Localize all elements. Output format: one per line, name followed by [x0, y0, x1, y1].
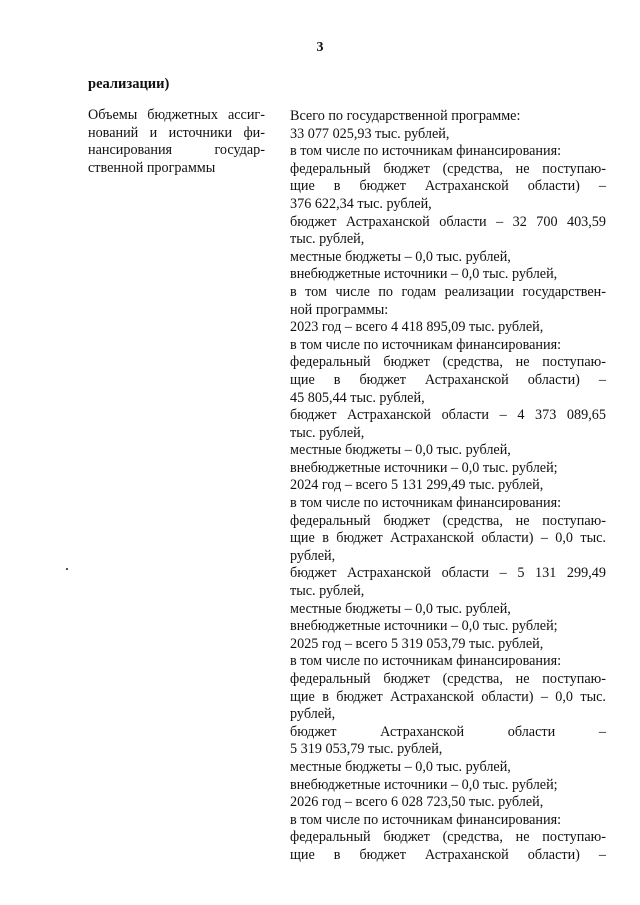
funding-word: в: [333, 846, 341, 863]
label-word: фи-: [243, 124, 265, 141]
funding-line: [290, 829, 606, 847]
continuation-text: реализации): [88, 76, 170, 92]
funding-word: щие: [290, 530, 315, 547]
funding-word: бюджет: [383, 829, 430, 846]
funding-word: федеральный: [290, 829, 371, 846]
funding-word: не: [515, 160, 530, 177]
funding-line: местные бюджеты – 0,0 тыс. рублей,: [290, 442, 511, 459]
funding-word: области): [481, 688, 534, 705]
funding-line: в том числе по источникам финансирования:: [290, 653, 562, 670]
funding-word: (средства,: [442, 354, 503, 371]
funding-line: [290, 671, 606, 689]
funding-word: Астраханской: [345, 213, 430, 230]
funding-word: Астраханской: [424, 846, 509, 863]
funding-line: [290, 565, 606, 583]
funding-word: –: [496, 213, 504, 230]
table-cell-funding-details: [290, 108, 606, 865]
funding-line: [290, 284, 606, 302]
funding-word: 0,0: [555, 530, 574, 547]
funding-word: бюджет: [383, 160, 430, 177]
funding-word: в: [322, 530, 329, 547]
funding-word: щие: [290, 178, 315, 195]
funding-word: поступаю-: [542, 829, 606, 846]
funding-word: бюджет: [383, 512, 430, 529]
funding-word: 0,0: [555, 688, 574, 705]
funding-word: поступаю-: [542, 354, 606, 371]
funding-word: поступаю-: [542, 512, 606, 529]
funding-line: 2026 год – всего 6 028 723,50 тыс. рублей,: [290, 794, 544, 811]
funding-word: –: [540, 530, 548, 547]
funding-line: ной программы:: [290, 301, 389, 318]
funding-word: –: [499, 407, 507, 424]
funding-word: Астраханской: [347, 565, 431, 582]
funding-line: в том числе по источникам финансирования:: [290, 495, 562, 512]
funding-word: бюджет: [336, 530, 383, 547]
funding-line: [290, 178, 606, 196]
label-line: [88, 125, 265, 143]
funding-line: 33 077 025,93 тыс. рублей,: [290, 125, 450, 142]
funding-word: области): [527, 371, 580, 388]
label-line: [88, 107, 265, 125]
funding-word: тыс.: [580, 530, 606, 547]
funding-word: Астраханской: [390, 530, 474, 547]
funding-word: щие: [290, 371, 315, 388]
funding-word: 700: [536, 213, 558, 230]
funding-word: реализации: [444, 283, 514, 300]
funding-word: тыс.: [580, 688, 606, 705]
funding-word: в: [290, 283, 297, 300]
funding-line: 376 622,34 тыс. рублей,: [290, 195, 432, 212]
funding-word: –: [598, 371, 606, 388]
funding-word: –: [598, 723, 606, 740]
funding-word: не: [515, 671, 530, 687]
funding-word: федеральный: [290, 354, 371, 371]
funding-word: не: [515, 512, 530, 529]
funding-line: в том числе по источникам финансирования:: [290, 336, 562, 353]
funding-word: (средства,: [442, 512, 503, 529]
funding-word: не: [515, 829, 530, 846]
funding-line: [290, 847, 606, 865]
funding-word: федеральный: [290, 671, 371, 687]
funding-line: [290, 354, 606, 372]
funding-word: щие: [290, 688, 315, 705]
funding-word: –: [499, 565, 507, 582]
funding-word: Астраханской: [347, 407, 431, 424]
funding-line: местные бюджеты – 0,0 тыс. рублей,: [290, 248, 511, 265]
funding-word: поступаю-: [542, 671, 606, 687]
funding-line: 2023 год – всего 4 418 895,09 тыс. рублей,: [290, 319, 544, 336]
funding-line: тыс. рублей,: [290, 424, 365, 441]
funding-word: не: [515, 354, 530, 371]
funding-word: –: [598, 178, 606, 195]
funding-word: бюджет: [383, 354, 430, 371]
funding-line: внебюджетные источники – 0,0 тыс. рублей;: [290, 618, 558, 635]
funding-word: 5: [517, 565, 525, 582]
label-line: [88, 160, 265, 178]
funding-word: –: [598, 846, 606, 863]
funding-line: [290, 372, 606, 390]
funding-line: [290, 689, 606, 707]
funding-word: бюджет: [290, 407, 337, 424]
funding-word: поступаю-: [542, 160, 606, 177]
funding-word: федеральный: [290, 512, 371, 529]
funding-line: местные бюджеты – 0,0 тыс. рублей,: [290, 600, 511, 617]
funding-word: том: [305, 283, 327, 300]
funding-word: области: [439, 213, 487, 230]
funding-word: бюджет: [290, 723, 337, 740]
funding-line: [290, 161, 606, 179]
funding-word: области: [507, 723, 556, 740]
funding-word: бюджет: [290, 213, 337, 230]
funding-word: бюджет: [336, 688, 383, 705]
funding-word: 4: [517, 407, 525, 424]
funding-line: [290, 530, 606, 548]
table-cell-label: [88, 107, 265, 177]
funding-word: бюджет: [359, 178, 406, 195]
funding-word: области: [441, 407, 489, 424]
funding-word: (средства,: [442, 671, 503, 687]
funding-word: области): [527, 846, 580, 863]
funding-line: внебюджетные источники – 0,0 тыс. рублей;: [290, 459, 558, 476]
funding-word: бюджет: [290, 565, 337, 582]
funding-line: внебюджетные источники – 0,0 тыс. рублей;: [290, 776, 558, 793]
funding-word: 131: [535, 565, 557, 582]
label-word: ассиг-: [227, 107, 265, 123]
funding-word: области): [481, 530, 534, 547]
label-word: Объемы: [88, 107, 138, 123]
funding-word: 373: [535, 407, 557, 424]
funding-line: 2024 год – всего 5 131 299,49 тыс. рублей,: [290, 477, 544, 494]
funding-line: рублей,: [290, 706, 336, 723]
funding-line: [290, 214, 606, 232]
funding-word: (средства,: [442, 160, 503, 177]
label-word: ственной программы: [88, 159, 216, 176]
funding-word: области: [441, 565, 489, 582]
funding-line: внебюджетные источники – 0,0 тыс. рублей,: [290, 266, 558, 283]
funding-line: [290, 407, 606, 425]
funding-word: (средства,: [442, 829, 503, 846]
funding-word: Астраханской: [424, 178, 509, 195]
funding-line: [290, 724, 606, 742]
funding-word: в: [333, 371, 341, 388]
funding-line: тыс. рублей,: [290, 583, 365, 600]
funding-word: 299,49: [566, 565, 606, 582]
funding-word: области): [527, 178, 580, 195]
funding-word: 403,59: [566, 213, 606, 230]
funding-word: Астраханской: [390, 688, 474, 705]
funding-line: рублей,: [290, 547, 336, 564]
label-word: бюджетных: [147, 107, 218, 123]
funding-word: бюджет: [383, 671, 430, 687]
funding-word: Астраханской: [424, 371, 509, 388]
funding-word: годам: [401, 283, 437, 300]
label-line: [88, 142, 265, 160]
funding-word: Астраханской: [380, 723, 465, 740]
funding-line: [290, 513, 606, 531]
funding-line: в том числе по источникам финансирования:: [290, 811, 562, 828]
funding-line: тыс. рублей,: [290, 231, 365, 248]
scan-speck: [66, 568, 68, 570]
funding-word: государствен-: [522, 283, 606, 300]
label-word: государ-: [214, 142, 265, 159]
funding-word: –: [540, 688, 548, 705]
funding-word: в: [322, 688, 329, 705]
funding-line: местные бюджеты – 0,0 тыс. рублей,: [290, 758, 511, 775]
funding-line: 2025 год – всего 5 319 053,79 тыс. рублей,: [290, 635, 544, 652]
funding-word: федеральный: [290, 160, 371, 177]
funding-line: Всего по государственной программе:: [290, 108, 521, 124]
label-word: нансирования: [88, 142, 173, 159]
funding-word: бюджет: [359, 371, 406, 388]
funding-word: бюджет: [359, 846, 406, 863]
funding-word: 32: [512, 213, 527, 230]
funding-line: 45 805,44 тыс. рублей,: [290, 389, 425, 406]
funding-word: числе: [335, 283, 370, 300]
page-number: 3: [316, 40, 324, 55]
funding-line: в том числе по источникам финансирования:: [290, 143, 562, 160]
label-word: источники: [168, 124, 233, 141]
funding-word: 089,65: [566, 407, 606, 424]
funding-word: в: [333, 178, 341, 195]
label-word: и: [149, 124, 158, 141]
funding-word: щие: [290, 846, 315, 863]
funding-line: 5 319 053,79 тыс. рублей,: [290, 741, 443, 758]
funding-word: по: [378, 283, 394, 300]
label-word: нований: [88, 124, 139, 141]
